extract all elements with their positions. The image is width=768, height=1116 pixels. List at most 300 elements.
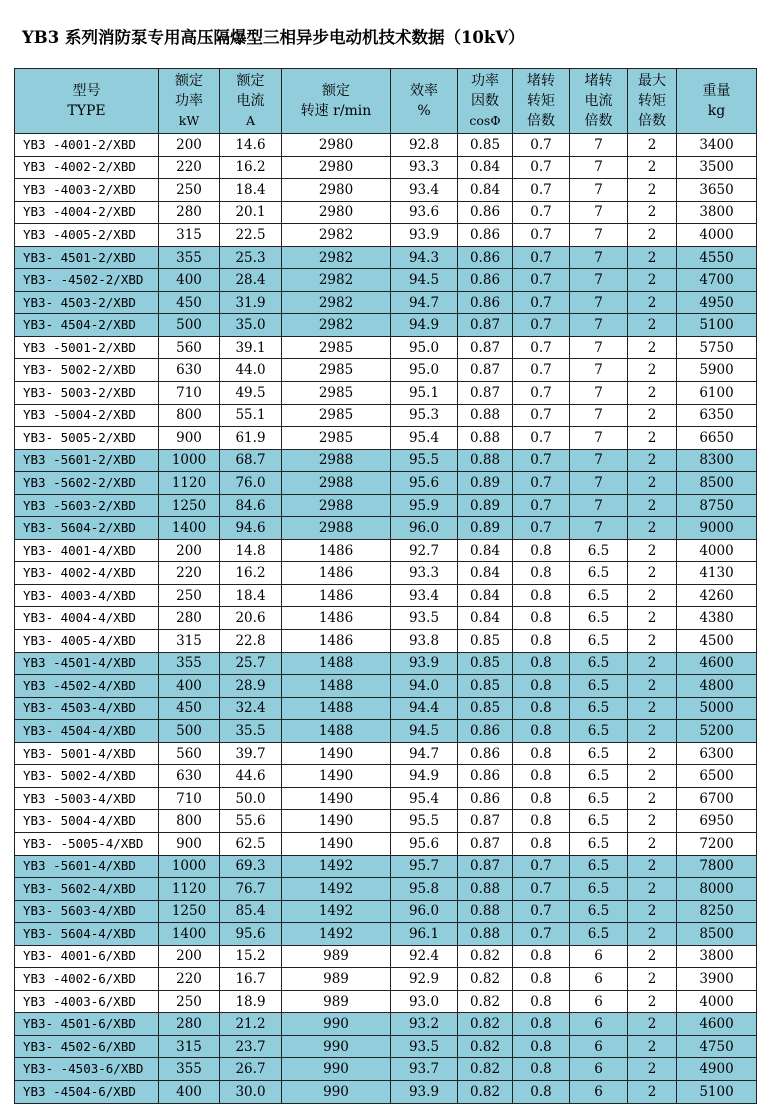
cell-power: 800 — [159, 810, 220, 833]
cell-max-torque: 2 — [628, 336, 677, 359]
cell-power-factor: 0.88 — [458, 900, 513, 923]
cell-power-factor: 0.84 — [458, 179, 513, 202]
cell-speed: 1486 — [282, 630, 391, 653]
cell-locked-torque: 0.8 — [513, 832, 570, 855]
cell-speed: 990 — [282, 1013, 391, 1036]
cell-power: 200 — [159, 134, 220, 157]
cell-type: YB3 -4002-2/XBD — [15, 156, 159, 179]
cell-power: 355 — [159, 1058, 220, 1081]
cell-locked-torque: 0.8 — [513, 607, 570, 630]
table-row — [15, 359, 757, 382]
cell-weight: 4000 — [677, 539, 757, 562]
cell-current: 31.9 — [220, 291, 282, 314]
cell-power: 900 — [159, 832, 220, 855]
cell-current: 30.0 — [220, 1080, 282, 1103]
cell-max-torque: 2 — [628, 810, 677, 833]
cell-max-torque: 2 — [628, 382, 677, 405]
cell-speed: 1486 — [282, 539, 391, 562]
table-row — [15, 607, 757, 630]
cell-locked-torque: 0.8 — [513, 810, 570, 833]
cell-power: 450 — [159, 291, 220, 314]
cell-speed: 2988 — [282, 517, 391, 540]
cell-weight: 7200 — [677, 832, 757, 855]
cell-locked-torque: 0.8 — [513, 765, 570, 788]
cell-type: YB3- 5005-2/XBD — [15, 427, 159, 450]
cell-type: YB3- 4003-4/XBD — [15, 584, 159, 607]
cell-weight: 3800 — [677, 945, 757, 968]
cell-efficiency: 93.9 — [391, 652, 458, 675]
cell-speed: 2985 — [282, 359, 391, 382]
table-row — [15, 742, 757, 765]
cell-speed: 1488 — [282, 697, 391, 720]
cell-locked-torque: 0.8 — [513, 697, 570, 720]
cell-weight: 6700 — [677, 787, 757, 810]
cell-locked-current: 7 — [570, 134, 628, 157]
cell-weight: 5100 — [677, 1080, 757, 1103]
cell-speed: 1490 — [282, 832, 391, 855]
col-header-locked-current: 堵转 电流 倍数 — [570, 69, 628, 134]
cell-speed: 2980 — [282, 201, 391, 224]
cell-power-factor: 0.87 — [458, 382, 513, 405]
cell-weight: 4000 — [677, 224, 757, 247]
cell-locked-current: 6.5 — [570, 855, 628, 878]
cell-efficiency: 95.8 — [391, 878, 458, 901]
cell-locked-torque: 0.7 — [513, 382, 570, 405]
cell-locked-current: 6.5 — [570, 832, 628, 855]
cell-efficiency: 92.8 — [391, 134, 458, 157]
cell-efficiency: 93.3 — [391, 562, 458, 585]
cell-efficiency: 93.5 — [391, 607, 458, 630]
cell-power: 355 — [159, 652, 220, 675]
cell-type: YB3 -5601-4/XBD — [15, 855, 159, 878]
cell-max-torque: 2 — [628, 472, 677, 495]
cell-speed: 1488 — [282, 652, 391, 675]
cell-power: 250 — [159, 179, 220, 202]
cell-locked-current: 6.5 — [570, 765, 628, 788]
cell-locked-current: 6.5 — [570, 675, 628, 698]
cell-power-factor: 0.89 — [458, 472, 513, 495]
cell-max-torque: 2 — [628, 314, 677, 337]
cell-max-torque: 2 — [628, 562, 677, 585]
cell-weight: 8500 — [677, 923, 757, 946]
cell-locked-current: 7 — [570, 494, 628, 517]
cell-power-factor: 0.88 — [458, 923, 513, 946]
cell-type: YB3- 5603-4/XBD — [15, 900, 159, 923]
cell-max-torque: 2 — [628, 878, 677, 901]
cell-speed: 1486 — [282, 562, 391, 585]
cell-current: 84.6 — [220, 494, 282, 517]
cell-locked-torque: 0.7 — [513, 134, 570, 157]
cell-max-torque: 2 — [628, 765, 677, 788]
cell-max-torque: 2 — [628, 427, 677, 450]
cell-efficiency: 95.3 — [391, 404, 458, 427]
cell-power-factor: 0.84 — [458, 607, 513, 630]
cell-power: 280 — [159, 607, 220, 630]
cell-locked-current: 7 — [570, 336, 628, 359]
cell-efficiency: 95.0 — [391, 359, 458, 382]
cell-weight: 3900 — [677, 968, 757, 991]
cell-locked-current: 7 — [570, 404, 628, 427]
cell-max-torque: 2 — [628, 1058, 677, 1081]
cell-speed: 1492 — [282, 900, 391, 923]
cell-type: YB3- 5003-2/XBD — [15, 382, 159, 405]
cell-power-factor: 0.86 — [458, 246, 513, 269]
cell-max-torque: 2 — [628, 246, 677, 269]
cell-max-torque: 2 — [628, 742, 677, 765]
cell-locked-current: 6 — [570, 1035, 628, 1058]
cell-locked-torque: 0.7 — [513, 179, 570, 202]
cell-efficiency: 94.3 — [391, 246, 458, 269]
cell-locked-torque: 0.8 — [513, 652, 570, 675]
cell-type: YB3 -4001-2/XBD — [15, 134, 159, 157]
cell-power: 1000 — [159, 855, 220, 878]
cell-power-factor: 0.87 — [458, 336, 513, 359]
cell-locked-torque: 0.8 — [513, 584, 570, 607]
cell-power-factor: 0.85 — [458, 675, 513, 698]
cell-locked-torque: 0.8 — [513, 720, 570, 743]
table-row — [15, 472, 757, 495]
cell-locked-current: 6.5 — [570, 742, 628, 765]
table-row — [15, 201, 757, 224]
table-row — [15, 1035, 757, 1058]
cell-max-torque: 2 — [628, 156, 677, 179]
cell-locked-current: 7 — [570, 359, 628, 382]
cell-current: 61.9 — [220, 427, 282, 450]
cell-power-factor: 0.87 — [458, 810, 513, 833]
cell-max-torque: 2 — [628, 945, 677, 968]
cell-power: 1250 — [159, 900, 220, 923]
cell-speed: 1488 — [282, 720, 391, 743]
cell-type: YB3- 5004-4/XBD — [15, 810, 159, 833]
cell-power-factor: 0.84 — [458, 156, 513, 179]
cell-efficiency: 95.4 — [391, 427, 458, 450]
cell-speed: 1486 — [282, 584, 391, 607]
cell-efficiency: 92.4 — [391, 945, 458, 968]
cell-locked-torque: 0.7 — [513, 449, 570, 472]
cell-weight: 4600 — [677, 1013, 757, 1036]
cell-current: 18.4 — [220, 584, 282, 607]
table-row — [15, 584, 757, 607]
cell-speed: 2982 — [282, 224, 391, 247]
cell-type: YB3- 5604-2/XBD — [15, 517, 159, 540]
motor-spec-table — [14, 68, 757, 1104]
cell-max-torque: 2 — [628, 539, 677, 562]
cell-locked-torque: 0.8 — [513, 742, 570, 765]
cell-current: 44.6 — [220, 765, 282, 788]
cell-efficiency: 96.1 — [391, 923, 458, 946]
cell-weight: 4260 — [677, 584, 757, 607]
cell-power-factor: 0.88 — [458, 427, 513, 450]
cell-type: YB3- 4501-6/XBD — [15, 1013, 159, 1036]
cell-efficiency: 95.5 — [391, 449, 458, 472]
cell-speed: 2982 — [282, 269, 391, 292]
cell-locked-current: 6 — [570, 1058, 628, 1081]
cell-locked-torque: 0.8 — [513, 945, 570, 968]
cell-weight: 5900 — [677, 359, 757, 382]
cell-power-factor: 0.86 — [458, 720, 513, 743]
cell-power: 500 — [159, 314, 220, 337]
cell-type: YB3- -4502-2/XBD — [15, 269, 159, 292]
table-row — [15, 179, 757, 202]
cell-speed: 1492 — [282, 878, 391, 901]
cell-locked-torque: 0.8 — [513, 1058, 570, 1081]
cell-locked-current: 6.5 — [570, 539, 628, 562]
cell-power: 1000 — [159, 449, 220, 472]
cell-power-factor: 0.86 — [458, 765, 513, 788]
cell-locked-torque: 0.8 — [513, 990, 570, 1013]
cell-efficiency: 95.6 — [391, 832, 458, 855]
cell-power: 220 — [159, 562, 220, 585]
cell-locked-torque: 0.7 — [513, 878, 570, 901]
cell-power-factor: 0.85 — [458, 134, 513, 157]
cell-power: 500 — [159, 720, 220, 743]
cell-type: YB3- 4503-4/XBD — [15, 697, 159, 720]
cell-efficiency: 93.9 — [391, 224, 458, 247]
cell-current: 69.3 — [220, 855, 282, 878]
cell-current: 25.7 — [220, 652, 282, 675]
table-row — [15, 855, 757, 878]
cell-power-factor: 0.84 — [458, 562, 513, 585]
cell-type: YB3- 4004-4/XBD — [15, 607, 159, 630]
cell-max-torque: 2 — [628, 787, 677, 810]
cell-max-torque: 2 — [628, 968, 677, 991]
cell-locked-current: 7 — [570, 179, 628, 202]
cell-power-factor: 0.82 — [458, 1058, 513, 1081]
cell-type: YB3 -4002-6/XBD — [15, 968, 159, 991]
cell-power-factor: 0.87 — [458, 314, 513, 337]
cell-type: YB3- 4503-2/XBD — [15, 291, 159, 314]
cell-efficiency: 93.3 — [391, 156, 458, 179]
cell-efficiency: 94.9 — [391, 314, 458, 337]
cell-type: YB3 -4004-2/XBD — [15, 201, 159, 224]
cell-locked-current: 7 — [570, 291, 628, 314]
cell-current: 18.9 — [220, 990, 282, 1013]
cell-efficiency: 95.1 — [391, 382, 458, 405]
cell-weight: 4500 — [677, 630, 757, 653]
cell-max-torque: 2 — [628, 923, 677, 946]
cell-weight: 7800 — [677, 855, 757, 878]
cell-weight: 4550 — [677, 246, 757, 269]
cell-locked-torque: 0.7 — [513, 359, 570, 382]
cell-type: YB3- 4005-4/XBD — [15, 630, 159, 653]
cell-weight: 4700 — [677, 269, 757, 292]
cell-efficiency: 96.0 — [391, 900, 458, 923]
cell-speed: 2982 — [282, 314, 391, 337]
cell-weight: 3650 — [677, 179, 757, 202]
cell-max-torque: 2 — [628, 179, 677, 202]
cell-efficiency: 94.7 — [391, 291, 458, 314]
cell-power: 250 — [159, 990, 220, 1013]
cell-max-torque: 2 — [628, 900, 677, 923]
cell-power-factor: 0.87 — [458, 832, 513, 855]
cell-weight: 6300 — [677, 742, 757, 765]
table-row — [15, 404, 757, 427]
cell-speed: 989 — [282, 945, 391, 968]
cell-type: YB3- -5005-4/XBD — [15, 832, 159, 855]
cell-weight: 6950 — [677, 810, 757, 833]
cell-locked-current: 6.5 — [570, 878, 628, 901]
cell-current: 20.1 — [220, 201, 282, 224]
cell-speed: 1490 — [282, 787, 391, 810]
cell-current: 68.7 — [220, 449, 282, 472]
cell-weight: 9000 — [677, 517, 757, 540]
cell-locked-torque: 0.8 — [513, 675, 570, 698]
cell-locked-torque: 0.7 — [513, 427, 570, 450]
cell-max-torque: 2 — [628, 832, 677, 855]
cell-locked-current: 6.5 — [570, 787, 628, 810]
cell-current: 35.5 — [220, 720, 282, 743]
table-row — [15, 427, 757, 450]
cell-efficiency: 95.0 — [391, 336, 458, 359]
cell-type: YB3 -4005-2/XBD — [15, 224, 159, 247]
cell-locked-torque: 0.8 — [513, 787, 570, 810]
cell-power: 400 — [159, 269, 220, 292]
cell-locked-torque: 0.7 — [513, 224, 570, 247]
cell-max-torque: 2 — [628, 449, 677, 472]
cell-current: 49.5 — [220, 382, 282, 405]
cell-power-factor: 0.86 — [458, 742, 513, 765]
cell-locked-torque: 0.7 — [513, 494, 570, 517]
cell-weight: 5100 — [677, 314, 757, 337]
cell-type: YB3 -4003-6/XBD — [15, 990, 159, 1013]
cell-current: 22.5 — [220, 224, 282, 247]
table-row — [15, 832, 757, 855]
cell-current: 16.2 — [220, 562, 282, 585]
col-header-locked-torque: 堵转 转矩 倍数 — [513, 69, 570, 134]
col-header-power-factor: 功率 因数 cosΦ — [458, 69, 513, 134]
table-body — [15, 134, 757, 1104]
cell-weight: 4750 — [677, 1035, 757, 1058]
cell-power-factor: 0.86 — [458, 269, 513, 292]
cell-locked-current: 6.5 — [570, 584, 628, 607]
cell-locked-current: 6 — [570, 945, 628, 968]
cell-efficiency: 92.7 — [391, 539, 458, 562]
cell-type: YB3 -5001-2/XBD — [15, 336, 159, 359]
cell-efficiency: 93.0 — [391, 990, 458, 1013]
cell-current: 55.6 — [220, 810, 282, 833]
cell-locked-current: 7 — [570, 382, 628, 405]
cell-power-factor: 0.85 — [458, 630, 513, 653]
table-row — [15, 539, 757, 562]
cell-max-torque: 2 — [628, 1035, 677, 1058]
cell-locked-current: 6 — [570, 968, 628, 991]
cell-power-factor: 0.84 — [458, 539, 513, 562]
cell-type: YB3- 4504-2/XBD — [15, 314, 159, 337]
cell-speed: 2982 — [282, 291, 391, 314]
table-row — [15, 900, 757, 923]
cell-power: 280 — [159, 201, 220, 224]
cell-type: YB3 -5004-2/XBD — [15, 404, 159, 427]
table-row — [15, 720, 757, 743]
cell-max-torque: 2 — [628, 990, 677, 1013]
cell-current: 85.4 — [220, 900, 282, 923]
cell-power-factor: 0.86 — [458, 787, 513, 810]
cell-speed: 1488 — [282, 675, 391, 698]
cell-type: YB3- 4001-4/XBD — [15, 539, 159, 562]
col-header-rated-speed: 额定 转速 r/min — [282, 69, 391, 134]
table-row — [15, 652, 757, 675]
cell-power: 1400 — [159, 517, 220, 540]
cell-speed: 1492 — [282, 923, 391, 946]
cell-power: 315 — [159, 630, 220, 653]
cell-type: YB3- 5002-2/XBD — [15, 359, 159, 382]
cell-locked-current: 6 — [570, 1080, 628, 1103]
cell-current: 95.6 — [220, 923, 282, 946]
cell-current: 20.6 — [220, 607, 282, 630]
cell-power-factor: 0.82 — [458, 990, 513, 1013]
table-row — [15, 697, 757, 720]
cell-locked-current: 6 — [570, 990, 628, 1013]
cell-max-torque: 2 — [628, 291, 677, 314]
cell-weight: 8500 — [677, 472, 757, 495]
table-row — [15, 787, 757, 810]
cell-locked-current: 6.5 — [570, 810, 628, 833]
cell-current: 23.7 — [220, 1035, 282, 1058]
cell-speed: 2980 — [282, 156, 391, 179]
cell-max-torque: 2 — [628, 1080, 677, 1103]
cell-weight: 4900 — [677, 1058, 757, 1081]
cell-power-factor: 0.82 — [458, 1013, 513, 1036]
cell-locked-torque: 0.7 — [513, 900, 570, 923]
cell-type: YB3- 4504-4/XBD — [15, 720, 159, 743]
cell-efficiency: 95.5 — [391, 810, 458, 833]
cell-efficiency: 95.6 — [391, 472, 458, 495]
cell-max-torque: 2 — [628, 855, 677, 878]
table-row — [15, 1080, 757, 1103]
cell-power: 1400 — [159, 923, 220, 946]
cell-current: 28.4 — [220, 269, 282, 292]
cell-power: 200 — [159, 945, 220, 968]
table-row — [15, 224, 757, 247]
cell-power-factor: 0.86 — [458, 201, 513, 224]
table-row — [15, 1058, 757, 1081]
cell-locked-torque: 0.8 — [513, 1035, 570, 1058]
cell-locked-torque: 0.8 — [513, 1080, 570, 1103]
table-row — [15, 630, 757, 653]
cell-current: 16.2 — [220, 156, 282, 179]
cell-weight: 3500 — [677, 156, 757, 179]
table-row — [15, 269, 757, 292]
table-row — [15, 156, 757, 179]
cell-power-factor: 0.82 — [458, 1080, 513, 1103]
cell-power: 1120 — [159, 472, 220, 495]
cell-efficiency: 94.5 — [391, 720, 458, 743]
cell-locked-torque: 0.7 — [513, 923, 570, 946]
cell-locked-current: 6.5 — [570, 900, 628, 923]
cell-power-factor: 0.87 — [458, 359, 513, 382]
cell-power-factor: 0.88 — [458, 878, 513, 901]
cell-current: 32.4 — [220, 697, 282, 720]
cell-type: YB3 -4501-4/XBD — [15, 652, 159, 675]
cell-speed: 1486 — [282, 607, 391, 630]
cell-efficiency: 93.9 — [391, 1080, 458, 1103]
cell-power-factor: 0.87 — [458, 855, 513, 878]
cell-locked-current: 6.5 — [570, 720, 628, 743]
cell-locked-current: 7 — [570, 201, 628, 224]
cell-power: 630 — [159, 765, 220, 788]
cell-locked-current: 7 — [570, 246, 628, 269]
cell-max-torque: 2 — [628, 697, 677, 720]
col-header-weight: 重量 kg — [677, 69, 757, 134]
cell-locked-current: 6.5 — [570, 923, 628, 946]
cell-locked-torque: 0.7 — [513, 156, 570, 179]
cell-efficiency: 95.4 — [391, 787, 458, 810]
cell-type: YB3 -4003-2/XBD — [15, 179, 159, 202]
cell-locked-current: 7 — [570, 224, 628, 247]
col-header-max-torque: 最大 转矩 倍数 — [628, 69, 677, 134]
cell-current: 26.7 — [220, 1058, 282, 1081]
cell-power-factor: 0.89 — [458, 517, 513, 540]
